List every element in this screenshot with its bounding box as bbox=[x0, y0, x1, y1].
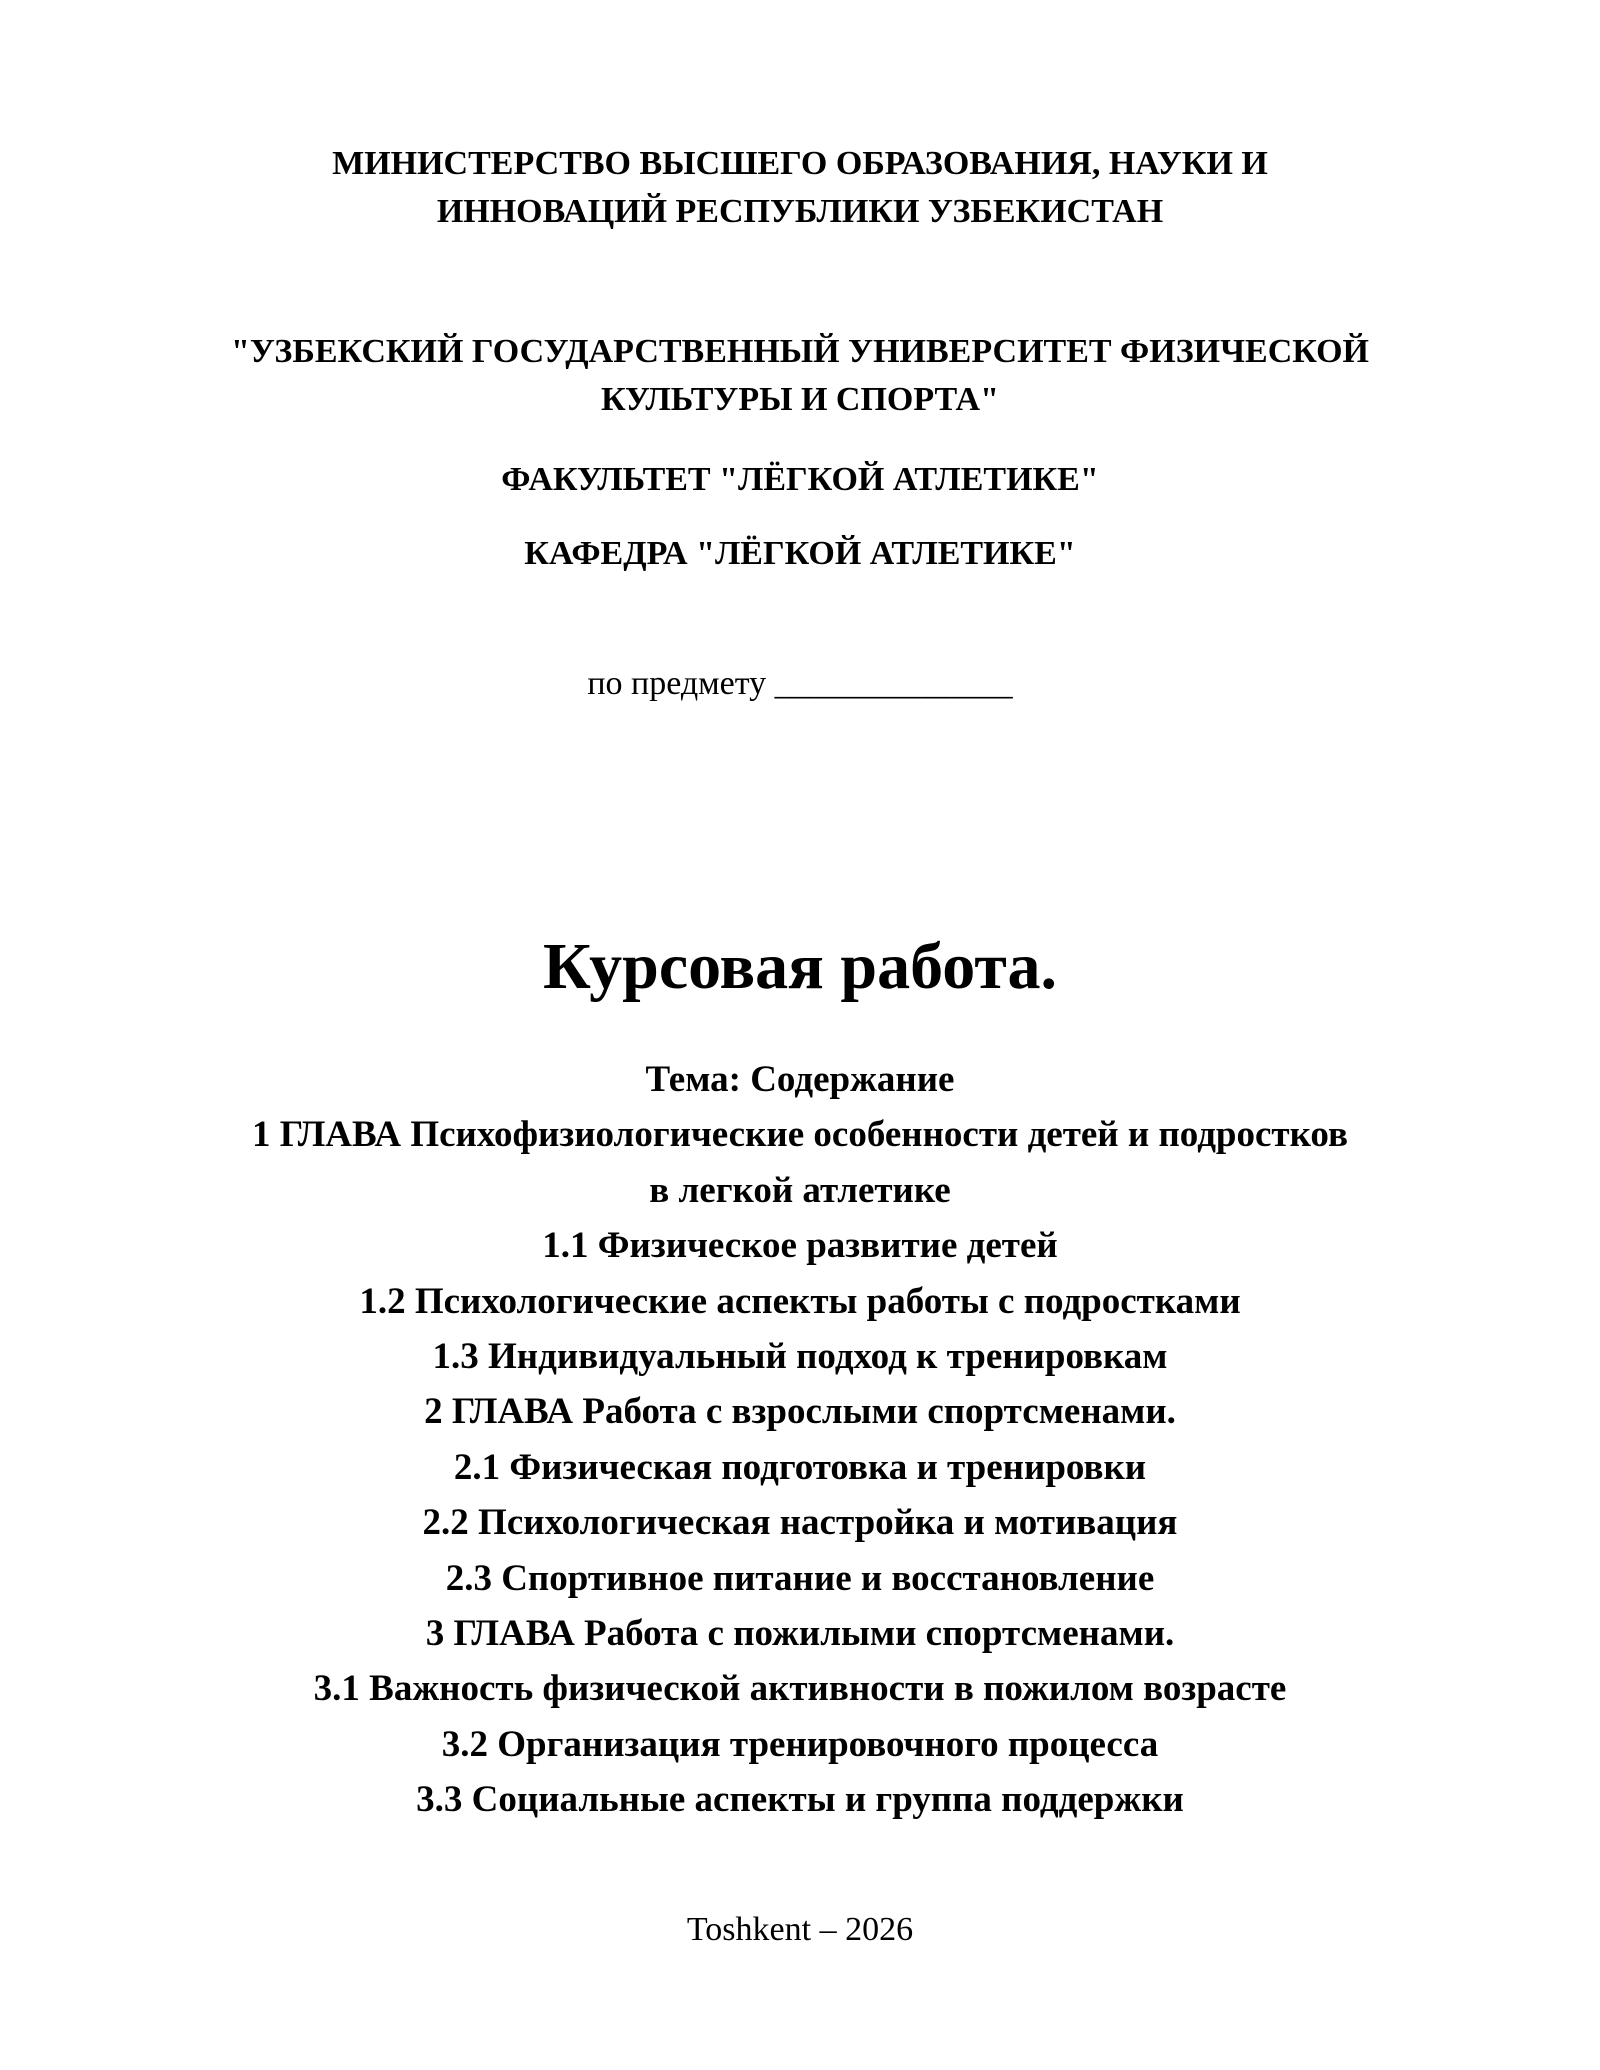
toc-section-3-3: 3.3 Социальные аспекты и группа поддержки bbox=[416, 1779, 1184, 1821]
toc-section-2-1: 2.1 Физическая подготовка и тренировки bbox=[453, 1446, 1147, 1488]
table-of-contents bbox=[0, 1052, 1600, 1828]
ministry-line-2: ИННОВАЦИЙ РЕСПУБЛИКИ УЗБЕКИСТАН bbox=[436, 193, 1164, 230]
toc-chapter-1-continued: в легкой атлетике bbox=[649, 1169, 951, 1211]
toc-section-2-3: 2.3 Спортивное питание и восстановление bbox=[445, 1557, 1155, 1599]
toc-section-1-1: 1.1 Физическое развитие детей bbox=[542, 1225, 1058, 1267]
university-line-2: КУЛЬТУРЫ И СПОРТА" bbox=[601, 381, 999, 418]
toc-chapter-1: 1 ГЛАВА Психофизиологические особенности детей и подростков bbox=[252, 1114, 1348, 1156]
toc-topic: Тема: Содержание bbox=[645, 1059, 955, 1100]
place-and-year: Toshkent – 2026 bbox=[686, 1911, 914, 1948]
faculty-heading: ФАКУЛЬТЕТ "ЛЁГКОЙ АТЛЕТИКЕ" bbox=[501, 461, 1099, 498]
toc-section-1-3: 1.3 Индивидуальный подход к тренировкам bbox=[432, 1336, 1168, 1378]
toc-section-1-2: 1.2 Психологические аспекты работы с подростками bbox=[359, 1280, 1241, 1322]
ministry-line-1: МИНИСТЕРСТВО ВЫСШЕГО ОБРАЗОВАНИЯ, НАУКИ И bbox=[332, 145, 1268, 182]
university-heading bbox=[0, 328, 1600, 424]
university-line-1: "УЗБЕКСКИЙ ГОСУДАРСТВЕННЫЙ УНИВЕРСИТЕТ ФИЗИЧЕСКОЙ bbox=[231, 333, 1369, 370]
toc-chapter-3: 3 ГЛАВА Работа с пожилыми спортсменами. bbox=[425, 1613, 1175, 1655]
ministry-heading bbox=[0, 140, 1600, 236]
subject-line: по предмету ______________ bbox=[587, 665, 1013, 702]
toc-chapter-2: 2 ГЛАВА Работа с взрослыми спортсменами. bbox=[424, 1391, 1176, 1433]
document-title: Курсовая работа. bbox=[542, 930, 1058, 1003]
toc-section-3-1: 3.1 Важность физической активности в пожилом возрасте bbox=[313, 1668, 1287, 1710]
department-heading: КАФЕДРА "ЛЁГКОЙ АТЛЕТИКЕ" bbox=[524, 535, 1076, 572]
toc-section-2-2: 2.2 Психологическая настройка и мотивация bbox=[422, 1502, 1178, 1544]
toc-section-3-2: 3.2 Организация тренировочного процесса bbox=[441, 1723, 1159, 1765]
